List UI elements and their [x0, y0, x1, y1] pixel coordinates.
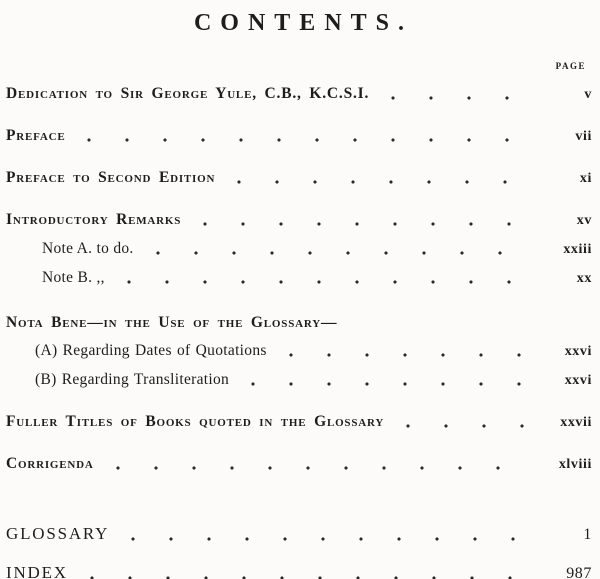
toc-entry-label: Preface to Second Edition	[6, 169, 216, 186]
toc-entry-label: Preface	[6, 127, 66, 144]
page-number: 1	[583, 526, 592, 543]
toc-entry-label: INDEX	[6, 563, 68, 579]
page-number: xxvi	[564, 373, 592, 388]
dot-leader	[119, 270, 532, 287]
toc-entry-label: (B) Regarding Transliteration	[35, 371, 230, 388]
toc-row	[6, 270, 592, 287]
dot-leader	[108, 456, 532, 473]
dot-leader	[123, 525, 532, 544]
page-number: 987	[566, 565, 592, 579]
dot-leader	[281, 343, 532, 360]
page-title: CONTENTS.	[193, 10, 414, 36]
toc-entry-label: Fuller Titles of Books quoted in the Glossary	[6, 413, 385, 430]
toc-entry-label: Nota Bene—in the Use of the Glossary—	[6, 314, 338, 331]
dot-leader	[243, 372, 532, 389]
toc-row	[6, 564, 592, 579]
page-column-label: PAGE	[555, 61, 586, 71]
toc-entry-label: Introductory Remarks	[6, 211, 182, 228]
dot-leader	[148, 241, 532, 258]
toc-row	[6, 128, 592, 145]
toc-row	[6, 525, 592, 544]
dot-leader	[79, 128, 532, 145]
page-number: vii	[575, 129, 592, 144]
toc-entry-label: Corrigenda	[6, 455, 94, 472]
dot-leader	[195, 212, 532, 229]
toc-row	[6, 372, 592, 389]
toc-entry-label: GLOSSARY	[6, 524, 110, 543]
page-number: xx	[576, 271, 592, 286]
dot-leader	[383, 86, 532, 103]
page-number: xxvi	[564, 344, 592, 359]
dot-leader	[398, 414, 532, 431]
toc-row	[6, 212, 592, 229]
toc-row	[6, 414, 592, 431]
toc-row	[6, 343, 592, 360]
dot-leader	[82, 564, 532, 579]
page-number: xv	[576, 213, 592, 228]
table-of-contents	[6, 86, 592, 579]
toc-row	[6, 315, 592, 331]
page-number: xxvii	[560, 415, 592, 430]
page-number: xxiii	[563, 242, 592, 257]
contents-page	[0, 9, 600, 579]
toc-entry-label: (A) Regarding Dates of Quotations	[35, 342, 267, 359]
toc-row	[6, 456, 592, 473]
toc-entry-label: Dedication to Sir George Yule, C.B., K.C.S.I.	[6, 85, 370, 102]
toc-row	[6, 170, 592, 187]
toc-row	[6, 86, 592, 103]
page-number: xlviii	[558, 457, 592, 472]
page-number: xi	[579, 171, 592, 186]
toc-entry-label: Note B. ,,	[42, 269, 105, 286]
toc-row	[6, 241, 592, 258]
page-number: v	[584, 87, 592, 102]
dot-leader	[229, 170, 532, 187]
toc-entry-label: Note A. to do.	[42, 240, 134, 257]
